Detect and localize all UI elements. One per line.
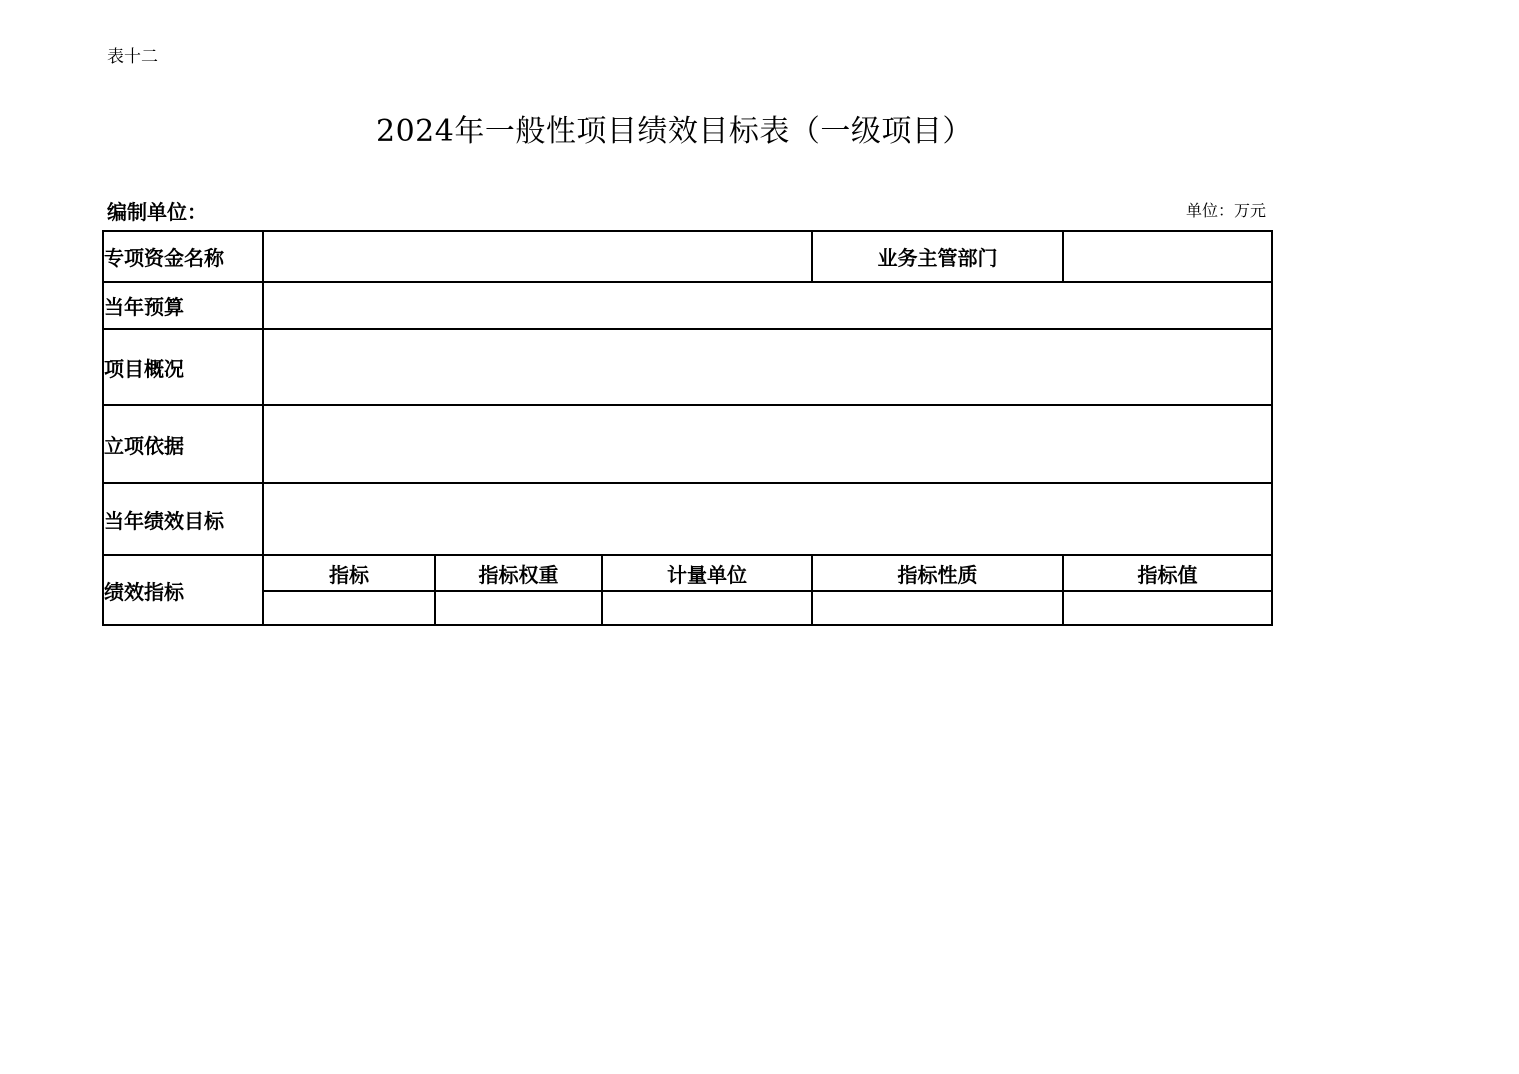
budget-field[interactable]: [263, 282, 1272, 329]
measure-unit-cell[interactable]: [602, 591, 812, 625]
dept-label: 业务主管部门: [812, 231, 1063, 282]
indicator-header: 指标: [263, 555, 435, 591]
table-number: 表十二: [107, 47, 158, 67]
indicator-weight-header: 指标权重: [435, 555, 602, 591]
overview-row: [103, 329, 1272, 405]
dept-field[interactable]: [1063, 231, 1272, 282]
unit-label: 单位：万元: [1185, 201, 1266, 220]
fund-name-field[interactable]: [263, 231, 812, 282]
indicator-value-cell[interactable]: [1063, 591, 1272, 625]
fund-name-label: 专项资金名称: [103, 231, 263, 282]
budget-label: 当年预算: [103, 282, 263, 329]
measure-unit-header: 计量单位: [602, 555, 812, 591]
basis-field[interactable]: [263, 405, 1272, 483]
page-title: 2024年一般性项目绩效目标表（一级项目）: [376, 114, 973, 149]
basis-label: 立项依据: [103, 405, 263, 483]
overview-field[interactable]: [263, 329, 1272, 405]
budget-row: [103, 282, 1272, 329]
basis-row: [103, 405, 1272, 483]
indicator-value-header: 指标值: [1063, 555, 1272, 591]
indicator-weight-cell[interactable]: [435, 591, 602, 625]
performance-target-table: [102, 230, 1273, 626]
indicator-cell[interactable]: [263, 591, 435, 625]
indicators-label: 绩效指标: [103, 555, 263, 625]
goal-label: 当年绩效目标: [103, 483, 263, 555]
indicator-data-row: [103, 591, 1272, 625]
fund-name-row: [103, 231, 1272, 282]
indicator-nature-header: 指标性质: [812, 555, 1063, 591]
goal-row: [103, 483, 1272, 555]
overview-label: 项目概况: [103, 329, 263, 405]
indicator-header-row: [103, 555, 1272, 591]
goal-field[interactable]: [263, 483, 1272, 555]
indicator-nature-cell[interactable]: [812, 591, 1063, 625]
org-label: 编制单位：: [107, 200, 207, 224]
